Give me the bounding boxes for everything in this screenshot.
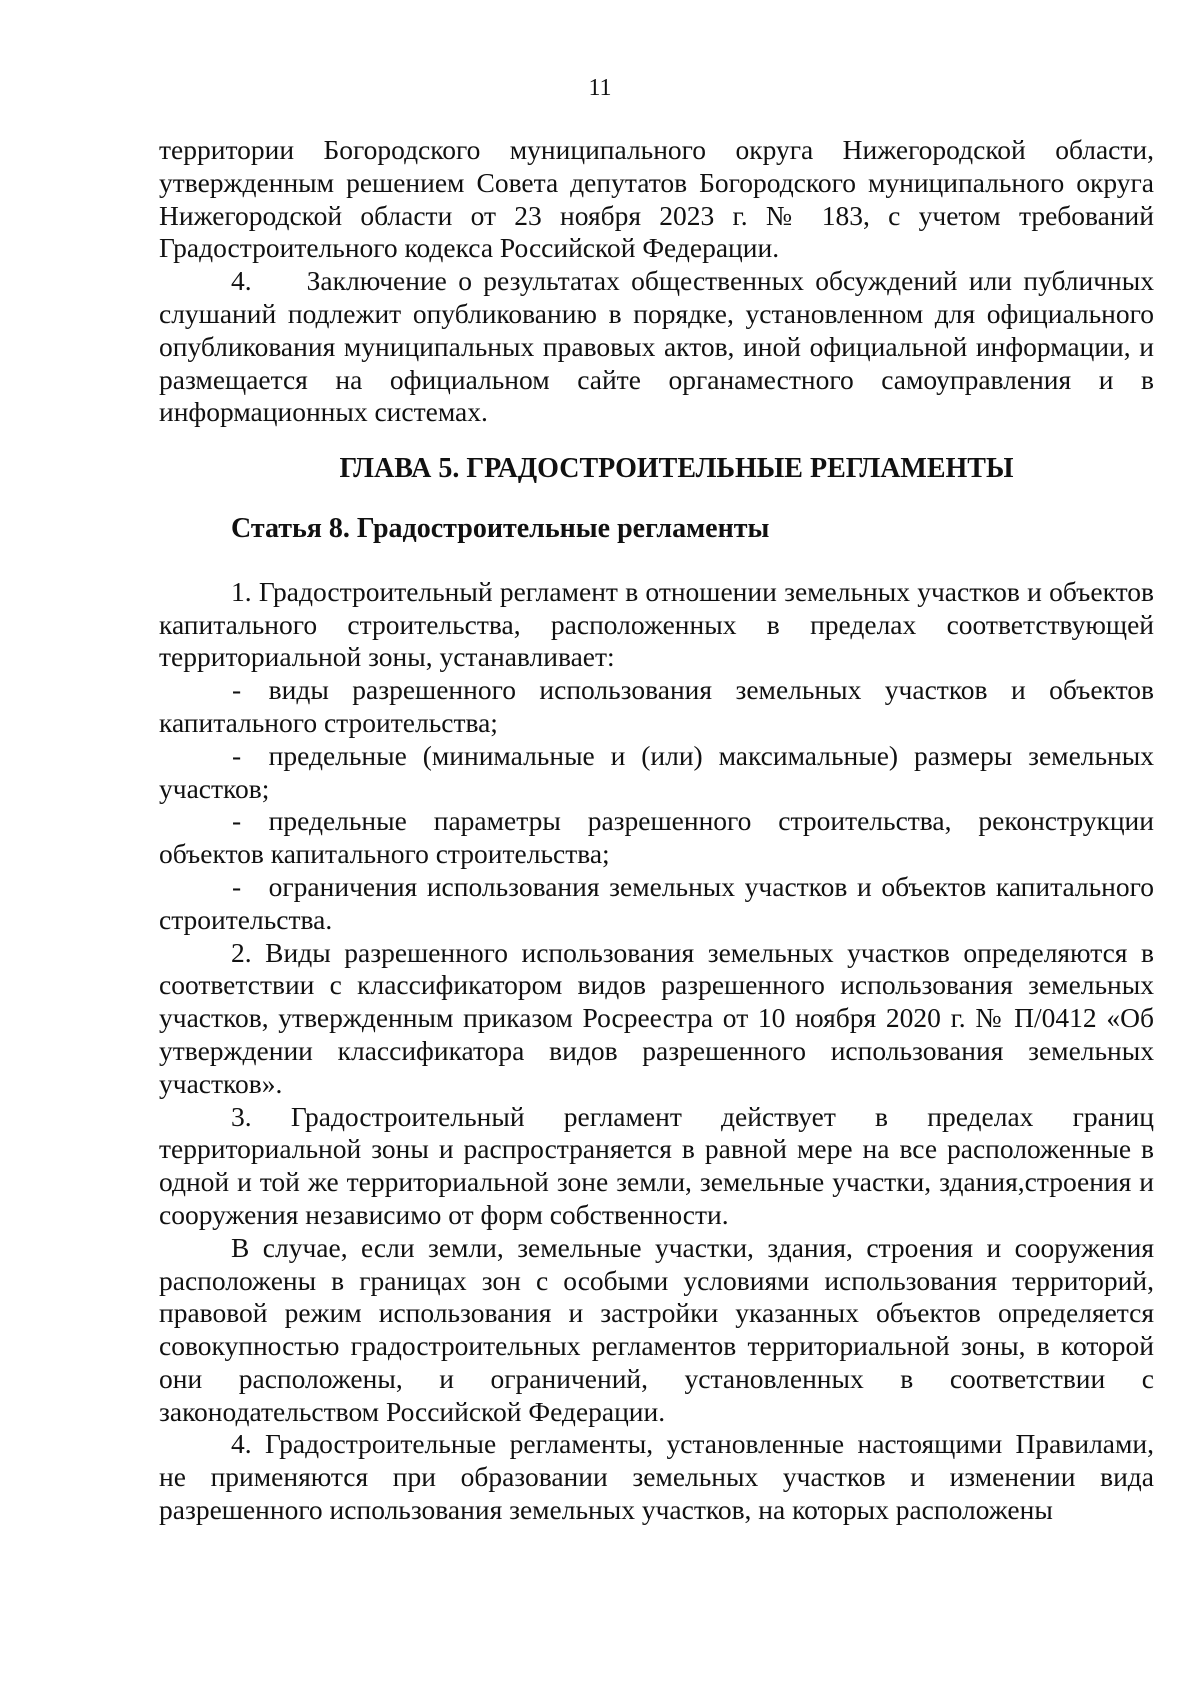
article-paragraph-2: 2. Виды разрешенного использования земельных участков определяются в соответствии с классификатором видов разрешенного использования земельных участков, утвержденным приказом Росреестра от 10 ноября 2020 г. № П/0412 «Об утверждении классификатора видов разрешенного использования земельных участков». [159,936,1154,1099]
bullet-item: - ограничения использования земельных участков и объектов капитального строительства. [159,870,1154,935]
chapter-title: ГЛАВА 5. ГРАДОСТРОИТЕЛЬНЫЕ РЕГЛАМЕНТЫ [339,453,1014,485]
page-number: 11 [588,75,612,101]
article-paragraph-4: 4. Градостроительные регламенты, установленные настоящими Правилами, не применяются при образовании земельных участков и изменении вида разрешенного использования земельных участков, на которых расположены [159,1428,1154,1526]
article-title: Статья 8. Градостроительные регламенты [231,512,770,544]
article-paragraph-3-cont: В случае, если земли, земельные участки, здания, строения и сооружения расположены в границах зон с особыми условиями использования территорий, правовой режим использования и застройки указанных объектов определяется совокупностью градостроительных регламентов территориальной зоны, в которой они расположены, и ограничений, установленных в соответствии с законодательством Российской Федерации. [159,1231,1154,1427]
bullet-item: - предельные (минимальные и (или) максимальные) размеры земельных участков; [159,739,1154,804]
document-body [159,134,1154,1527]
paragraph-continuation: территории Богородского муниципального округа Нижегородской области, утвержденным решением Совета депутатов Богородского муниципального округа Нижегородской области от 23 ноября 2023 г. № 183, с учетом требований Градостроительного кодекса Российской Федерации. [159,134,1154,264]
article-paragraph-1: 1. Градостроительный регламент в отношении земельных участков и объектов капитального строительства, расположенных в пределах соответствующей территориальной зоны, устанавливает: [159,575,1154,673]
bullet-item: - виды разрешенного использования земельных участков и объектов капитального строительства; [159,674,1154,738]
article-paragraph-3: 3. Градостроительный регламент действует в пределах границ территориальной зоны и распространяется в равной мере на все расположенные в одной и той же территориальной зоне земли, земельные участки, здания,строения и сооружения независимо от форм собственности. [159,1100,1154,1230]
paragraph-item-4: 4. Заключение о результатах общественных обсуждений или публичных слушаний подлежит опубликованию в порядке, установленном для официального опубликования муниципальных правовых актов, иной официальной информации, и размещается на официальном сайте органаместного самоуправления и в информационных системах. [159,265,1154,428]
bullet-item: - предельные параметры разрешенного строительства, реконструкции объектов капитального строительства; [159,805,1154,870]
